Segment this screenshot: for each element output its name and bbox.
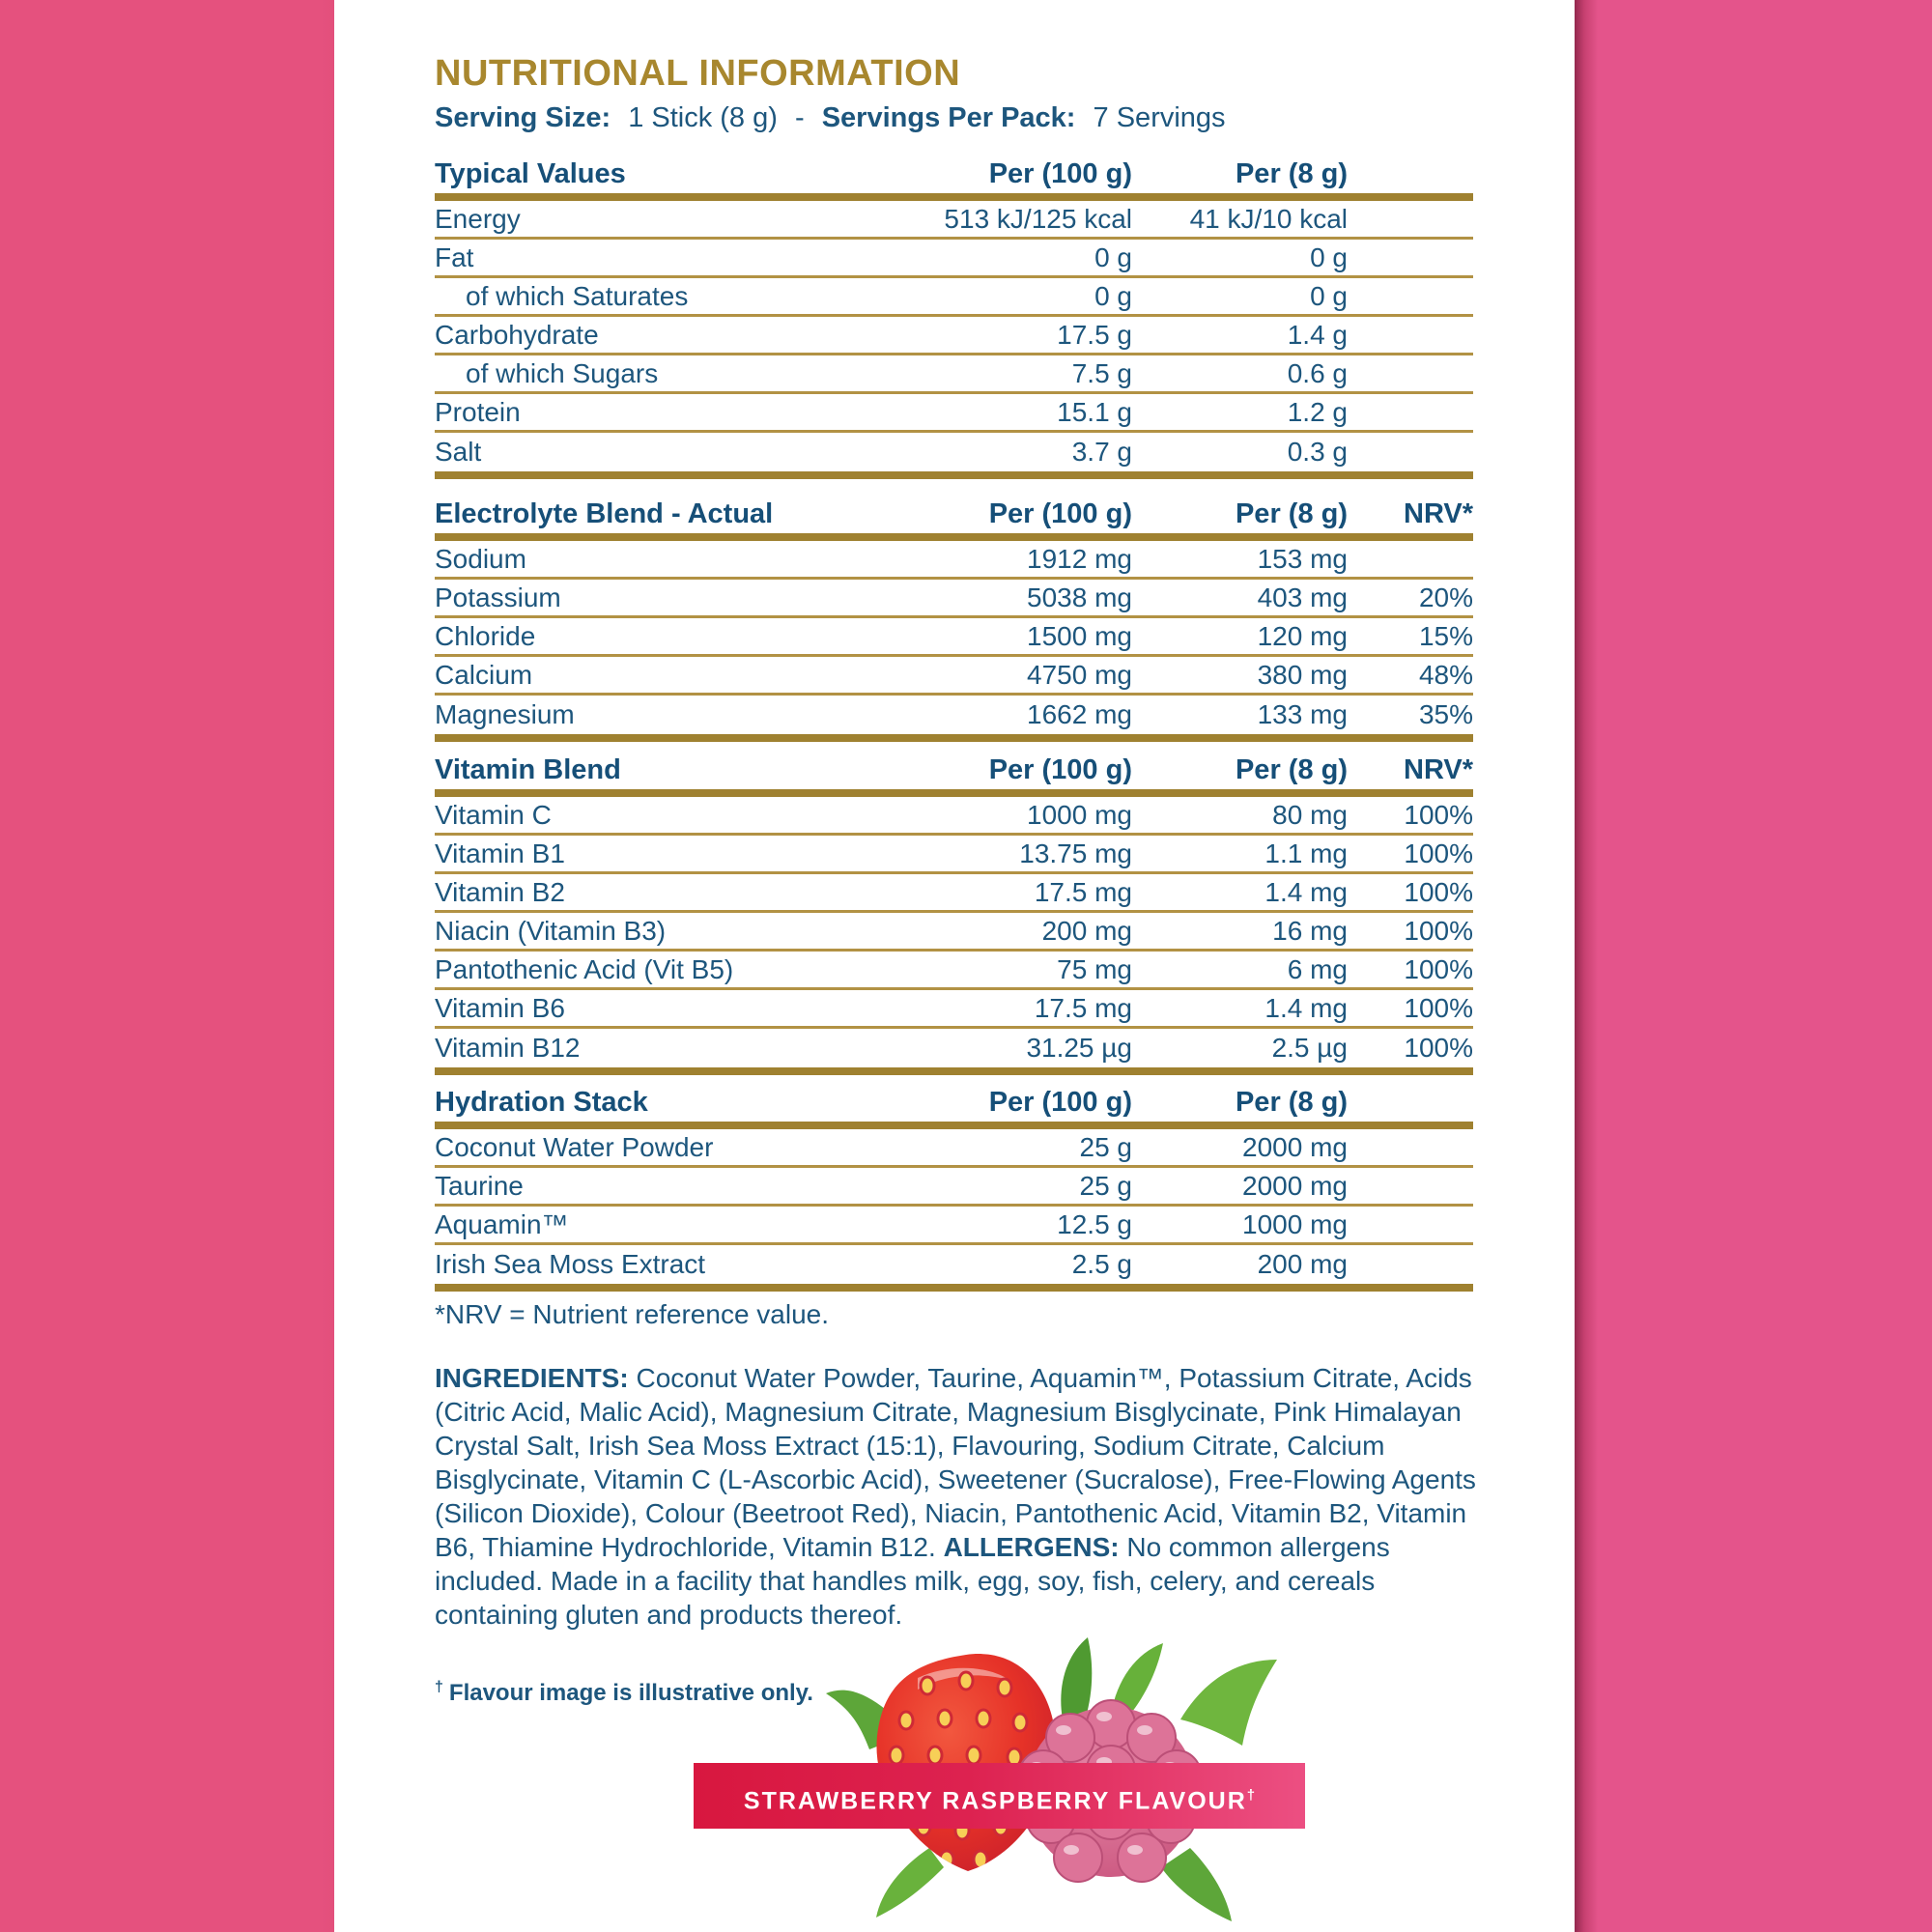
cell-per8: 380 mg xyxy=(1257,660,1348,690)
table-header-row xyxy=(435,497,1473,531)
table-electrolyte-blend xyxy=(435,497,1473,742)
serving-separator: - xyxy=(794,102,805,133)
cell-per8: 200 mg xyxy=(1257,1249,1348,1279)
table-row xyxy=(435,433,1473,471)
cell-name: Vitamin B6 xyxy=(435,993,565,1023)
cell-nrv: 35% xyxy=(1418,699,1473,729)
cell-nrv: 100% xyxy=(1404,800,1473,830)
cell-name: Taurine xyxy=(435,1171,524,1201)
table-row xyxy=(435,913,1473,952)
cell-nrv: 48% xyxy=(1418,660,1473,690)
cell-per100: 1000 mg xyxy=(1027,800,1132,830)
cell-name: Salt xyxy=(435,437,482,467)
gold-divider-thick xyxy=(435,734,1473,742)
table-row xyxy=(435,317,1473,355)
cell-per8: 133 mg xyxy=(1257,699,1348,729)
cell-per8: 80 mg xyxy=(1272,800,1348,830)
cell-per100: 1500 mg xyxy=(1027,621,1132,651)
cell-per8: 1.4 mg xyxy=(1264,993,1348,1023)
cell-per8: 0.6 g xyxy=(1287,358,1348,388)
cell-name: Energy xyxy=(435,204,521,234)
cell-nrv: 20% xyxy=(1418,582,1473,612)
table-row xyxy=(435,618,1473,657)
cell-per8: 153 mg xyxy=(1257,544,1348,574)
cell-per100: 1662 mg xyxy=(1027,699,1132,729)
cell-nrv: 15% xyxy=(1418,621,1473,651)
cell-name: Vitamin C xyxy=(435,800,552,830)
cell-per100: 25 g xyxy=(1079,1171,1132,1201)
cell-name: Coconut Water Powder xyxy=(435,1132,714,1162)
table-row xyxy=(435,1245,1473,1284)
cell-per8: 41 kJ/10 kcal xyxy=(1189,204,1348,234)
table-row xyxy=(435,240,1473,278)
cell-name: of which Saturates xyxy=(466,281,689,311)
table-typical-values xyxy=(435,156,1473,479)
cell-name: Sodium xyxy=(435,544,526,574)
cell-per8: 16 mg xyxy=(1272,916,1348,946)
cell-per100: 1912 mg xyxy=(1027,544,1132,574)
table-hydration-stack xyxy=(435,1085,1473,1292)
servings-per-pack-label: Servings Per Pack: xyxy=(821,102,1076,133)
cell-nrv xyxy=(1348,541,1473,577)
cell-per8: 120 mg xyxy=(1257,621,1348,651)
cell-per8: 0 g xyxy=(1310,242,1348,272)
cell-name: Magnesium xyxy=(435,699,575,729)
table-body xyxy=(435,201,1473,471)
cell-nrv: 100% xyxy=(1404,877,1473,907)
table-row xyxy=(435,201,1473,240)
header-cell-col3: NRV* xyxy=(1404,498,1473,529)
cell-nrv xyxy=(1348,278,1473,314)
gold-divider-thick xyxy=(435,1067,1473,1075)
left-pink-border xyxy=(0,0,334,1932)
dagger-symbol: † xyxy=(435,1679,443,1695)
cell-per8: 2000 mg xyxy=(1242,1132,1348,1162)
cell-nrv: 100% xyxy=(1404,954,1473,984)
flavour-disclaimer-text: Flavour image is illustrative only. xyxy=(448,1680,813,1706)
header-cell-title: Electrolyte Blend - Actual xyxy=(435,498,774,529)
cell-per100: 5038 mg xyxy=(1027,582,1132,612)
table-row xyxy=(435,580,1473,618)
cell-per8: 1000 mg xyxy=(1242,1209,1348,1239)
cell-per8: 1.2 g xyxy=(1287,397,1348,427)
cell-name: of which Sugars xyxy=(466,358,659,388)
cell-per8: 0.3 g xyxy=(1287,437,1348,467)
cell-per100: 7.5 g xyxy=(1071,358,1132,388)
flavour-banner xyxy=(694,1763,1305,1829)
header-cell-col3: NRV* xyxy=(1404,754,1473,785)
table-row xyxy=(435,541,1473,580)
header-cell-title: Vitamin Blend xyxy=(435,754,621,785)
cell-name: Calcium xyxy=(435,660,533,690)
cell-per100: 15.1 g xyxy=(1057,397,1132,427)
header-cell-col2: Per (8 g) xyxy=(1235,498,1348,529)
cell-per100: 3.7 g xyxy=(1071,437,1132,467)
cell-nrv: 100% xyxy=(1404,838,1473,868)
page-title: NUTRITIONAL INFORMATION xyxy=(435,53,961,94)
cell-name: Potassium xyxy=(435,582,561,612)
cell-name: Fat xyxy=(435,242,474,272)
cell-name: Pantothenic Acid (Vit B5) xyxy=(435,954,734,984)
table-row xyxy=(435,1029,1473,1067)
table-row xyxy=(435,836,1473,874)
cell-nrv xyxy=(1348,355,1473,391)
cell-per8: 0 g xyxy=(1310,281,1348,311)
table-row xyxy=(435,696,1473,734)
cell-per100: 0 g xyxy=(1094,281,1132,311)
table-body xyxy=(435,797,1473,1067)
header-cell-col1: Per (100 g) xyxy=(988,158,1132,189)
cell-per8: 6 mg xyxy=(1287,954,1348,984)
cell-nrv: 100% xyxy=(1404,916,1473,946)
cell-per100: 0 g xyxy=(1094,242,1132,272)
header-cell-col2: Per (8 g) xyxy=(1235,158,1348,189)
table-row xyxy=(435,657,1473,696)
serving-size-value: 1 Stick (8 g) xyxy=(628,102,778,133)
table-row xyxy=(435,874,1473,913)
header-cell-title: Hydration Stack xyxy=(435,1087,648,1118)
table-row xyxy=(435,952,1473,990)
table-header-row xyxy=(435,156,1473,191)
cell-per8: 2000 mg xyxy=(1242,1171,1348,1201)
cell-name: Vitamin B12 xyxy=(435,1033,581,1063)
allergens-label: ALLERGENS: xyxy=(943,1532,1120,1562)
header-cell-col3 xyxy=(1348,1085,1473,1120)
cell-per100: 12.5 g xyxy=(1057,1209,1132,1239)
gold-divider-thick xyxy=(435,533,1473,541)
table-body xyxy=(435,541,1473,734)
flavour-banner-text: STRAWBERRY RASPBERRY FLAVOUR xyxy=(743,1787,1247,1815)
cell-nrv xyxy=(1348,201,1473,237)
cell-name: Carbohydrate xyxy=(435,320,599,350)
table-row xyxy=(435,278,1473,317)
cell-nrv: 100% xyxy=(1404,1033,1473,1063)
gold-divider-thick xyxy=(435,789,1473,797)
cell-per8: 1.4 g xyxy=(1287,320,1348,350)
cell-per8: 403 mg xyxy=(1257,582,1348,612)
header-cell-col2: Per (8 g) xyxy=(1235,754,1348,785)
cell-nrv xyxy=(1348,1168,1473,1204)
gold-divider-thick xyxy=(435,193,1473,201)
table-row xyxy=(435,394,1473,433)
gold-divider-thick xyxy=(435,471,1473,479)
ingredients-paragraph xyxy=(435,1361,1480,1632)
cell-per100: 2.5 g xyxy=(1071,1249,1132,1279)
cell-nrv: 100% xyxy=(1404,993,1473,1023)
ingredients-label: INGREDIENTS: xyxy=(435,1363,629,1393)
cell-per100: 13.75 mg xyxy=(1019,838,1132,868)
cell-per100: 17.5 mg xyxy=(1034,993,1132,1023)
cell-name: Protein xyxy=(435,397,521,427)
cell-nrv xyxy=(1348,317,1473,353)
table-row xyxy=(435,355,1473,394)
cell-per100: 31.25 µg xyxy=(1026,1033,1132,1063)
gold-divider-thick xyxy=(435,1284,1473,1292)
cell-name: Aquamin™ xyxy=(435,1209,569,1239)
cell-per100: 17.5 g xyxy=(1057,320,1132,350)
serving-info xyxy=(435,102,1236,134)
cell-per100: 513 kJ/125 kcal xyxy=(944,204,1132,234)
header-cell-col1: Per (100 g) xyxy=(988,754,1132,785)
cell-per100: 17.5 mg xyxy=(1034,877,1132,907)
cell-name: Niacin (Vitamin B3) xyxy=(435,916,667,946)
table-row xyxy=(435,1168,1473,1207)
cell-name: Chloride xyxy=(435,621,536,651)
servings-per-pack-value: 7 Servings xyxy=(1093,102,1226,133)
header-cell-col1: Per (100 g) xyxy=(988,498,1132,529)
cell-per8: 2.5 µg xyxy=(1271,1033,1348,1063)
cell-name: Vitamin B1 xyxy=(435,838,565,868)
table-row xyxy=(435,1207,1473,1245)
cell-per100: 75 mg xyxy=(1057,954,1132,984)
header-cell-col2: Per (8 g) xyxy=(1235,1087,1348,1118)
header-cell-title: Typical Values xyxy=(435,158,626,189)
cell-nrv xyxy=(1348,433,1473,471)
cell-nrv xyxy=(1348,1207,1473,1242)
header-cell-col1: Per (100 g) xyxy=(988,1087,1132,1118)
allergens-text: No common allergens included. Made in a facility that handles milk, egg, soy, fish, celery, and cereals containing gluten and products thereof. xyxy=(435,1532,1390,1630)
table-header-row xyxy=(435,753,1473,787)
cell-nrv xyxy=(1348,394,1473,430)
table-header-row xyxy=(435,1085,1473,1120)
table-row xyxy=(435,990,1473,1029)
right-pink-border xyxy=(1575,0,1932,1932)
cell-per100: 4750 mg xyxy=(1027,660,1132,690)
table-row xyxy=(435,797,1473,836)
table-row xyxy=(435,1129,1473,1168)
cell-name: Vitamin B2 xyxy=(435,877,565,907)
cell-nrv xyxy=(1348,1245,1473,1284)
table-vitamin-blend xyxy=(435,753,1473,1075)
cell-nrv xyxy=(1348,1129,1473,1165)
cell-name: Irish Sea Moss Extract xyxy=(435,1249,706,1279)
table-body xyxy=(435,1129,1473,1284)
cell-per100: 200 mg xyxy=(1041,916,1132,946)
cell-per8: 1.4 mg xyxy=(1264,877,1348,907)
banner-dagger-symbol: † xyxy=(1246,1787,1256,1804)
header-cell-col3 xyxy=(1348,156,1473,191)
nrv-footnote: *NRV = Nutrient reference value. xyxy=(435,1299,830,1329)
flavour-disclaimer xyxy=(435,1679,813,1707)
gold-divider-thick xyxy=(435,1122,1473,1129)
ingredients-text: Coconut Water Powder, Taurine, Aquamin™, Potassium Citrate, Acids (Citric Acid, Malic Acid), Magnesium Citrate, Magnesium Bisglycinate, Pink Himalayan Crystal Salt, Irish Sea Moss Extract (15:1), Flavouring, Sodium Citrate, Calcium Bisglycinate, Vitamin C (L-Ascorbic Acid), Sweetener (Sucralose), Free-Flowing Agents (Silicon Dioxide), Colour (Beetroot Red), Niacin, Pantothenic Acid, Vitamin B2, Vitamin B6, Thiamine Hydrochloride, Vitamin B12. xyxy=(435,1363,1476,1562)
cell-per8: 1.1 mg xyxy=(1264,838,1348,868)
cell-nrv xyxy=(1348,240,1473,275)
serving-size-label: Serving Size: xyxy=(435,102,611,133)
nutrition-tables xyxy=(435,156,1476,1659)
cell-per100: 25 g xyxy=(1079,1132,1132,1162)
